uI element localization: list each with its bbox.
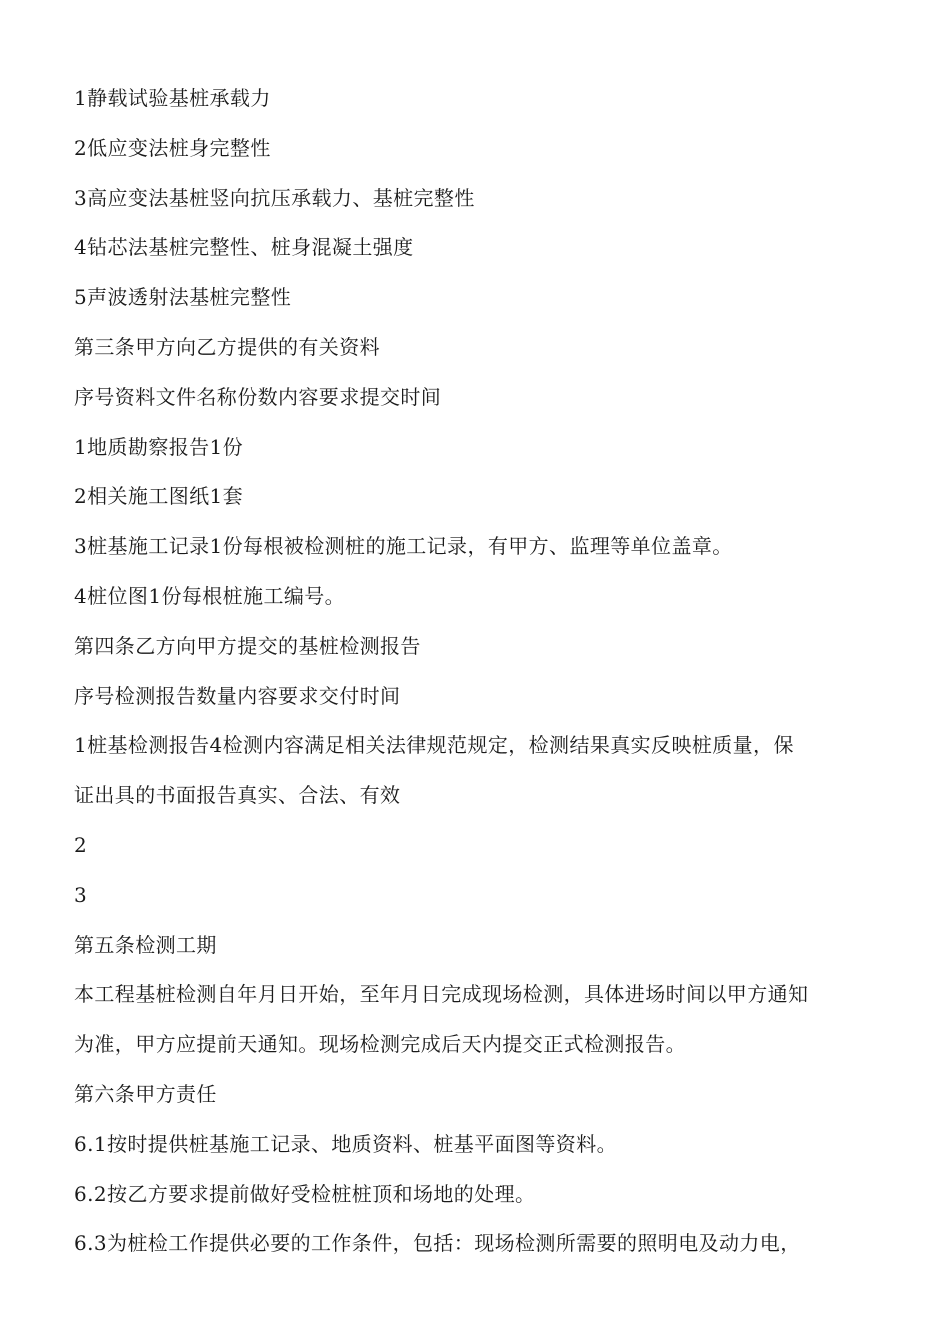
- text-line: 1地质勘察报告1份: [74, 434, 244, 459]
- text-line: 4桩位图1份每根桩施工编号。: [74, 583, 346, 608]
- text-line: 3高应变法基桩竖向抗压承载力、基桩完整性: [74, 185, 475, 210]
- text-line: 5声波透射法基桩完整性: [74, 285, 292, 310]
- section-heading: 第六条甲方责任: [74, 1081, 217, 1106]
- text-line: 1桩基检测报告4检测内容满足相关法律规范规定，检测结果真实反映桩质量，保: [74, 733, 794, 758]
- section-heading: 第四条乙方向甲方提交的基桩检测报告: [74, 633, 421, 658]
- text-line: 6.1按时提供桩基施工记录、地质资料、桩基平面图等资料。: [74, 1131, 618, 1156]
- table-header-line: 序号资料文件名称份数内容要求提交时间: [74, 384, 442, 409]
- text-line: 3: [74, 882, 88, 907]
- text-line: 2低应变法桩身完整性: [74, 135, 271, 160]
- text-line: 6.3为桩检工作提供必要的工作条件，包括：现场检测所需要的照明电及动力电，: [74, 1231, 801, 1256]
- section-heading: 第五条检测工期: [74, 932, 217, 957]
- text-line: 证出具的书面报告真实、合法、有效: [74, 783, 401, 808]
- text-line: 本工程基桩检测自年月日开始，至年月日完成现场检测，具体进场时间以甲方通知: [74, 982, 809, 1007]
- text-line: 4钻芯法基桩完整性、桩身混凝土强度: [74, 235, 414, 260]
- text-line: 2: [74, 832, 88, 857]
- text-line: 2相关施工图纸1套: [74, 484, 244, 509]
- text-line: 3桩基施工记录1份每根被检测桩的施工记录，有甲方、监理等单位盖章。: [74, 534, 733, 559]
- text-line: 1静载试验基桩承载力: [74, 86, 271, 110]
- text-line: 6.2按乙方要求提前做好受检桩桩顶和场地的处理。: [74, 1181, 536, 1206]
- section-heading: 第三条甲方向乙方提供的有关资料: [74, 334, 380, 359]
- text-line: 为准，甲方应提前天通知。现场检测完成后天内提交正式检测报告。: [74, 1032, 686, 1057]
- table-header-line: 序号检测报告数量内容要求交付时间: [74, 683, 401, 708]
